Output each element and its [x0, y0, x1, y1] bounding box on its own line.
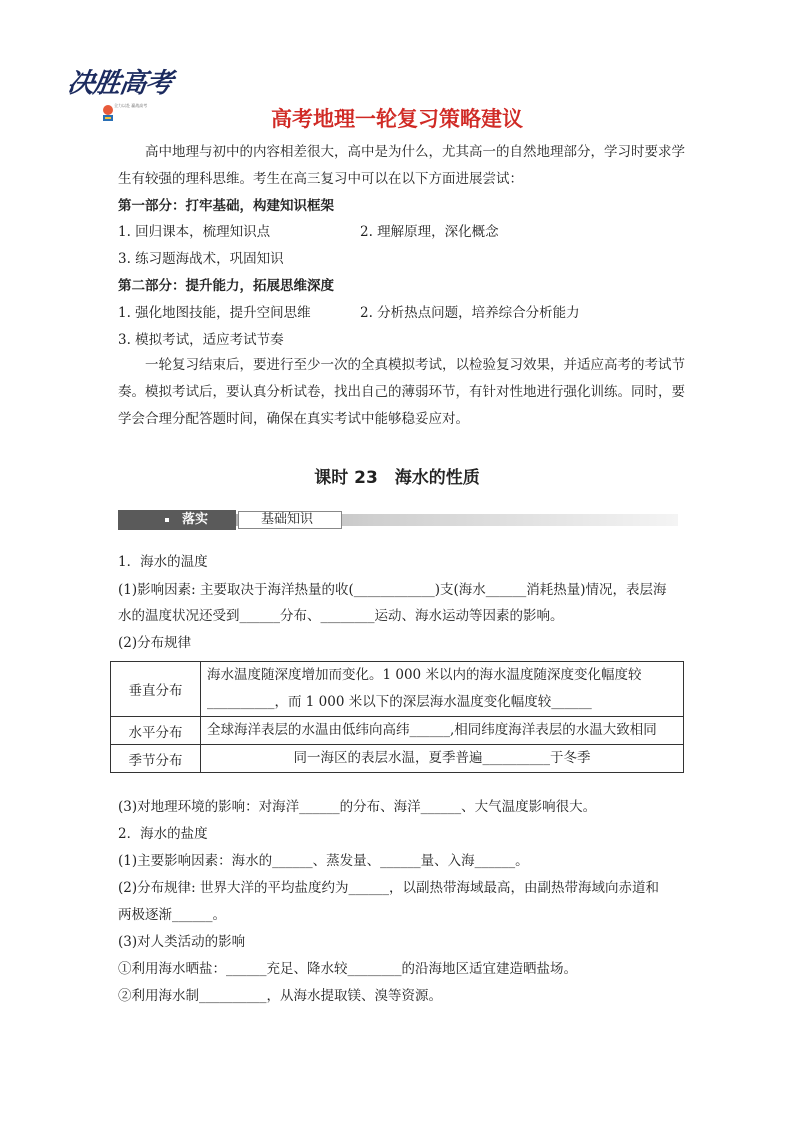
part1-item-2: 2. 理解原理，深化概念 — [360, 224, 499, 240]
table-cell — [201, 745, 684, 773]
banner-dark-label: 落实 — [182, 512, 209, 527]
intro-paragraph: 高中地理与初中的内容相差很大，高中是为什么，尤其高一的自然地理部分，学习时要求学生有较强的理科思维。考生在高三复习中可以在以下方面进展尝试： — [118, 144, 685, 187]
s1-line-1: (1)影响因素: 主要取决于海洋热量的收(____________)支(海水______消耗热量)情况，表层海 — [118, 582, 667, 598]
part1-item-3: 3. 练习题海战术，巩固知识 — [118, 251, 284, 267]
s2-line-3: 两极逐渐______。 — [118, 907, 226, 923]
temperature-distribution-table — [110, 661, 684, 773]
page-title: 高考地理一轮复习策略建议 — [271, 107, 523, 131]
part2-item-2: 2. 分析热点问题，培养综合分析能力 — [360, 305, 580, 321]
table-cell — [201, 717, 684, 745]
s1-line-3: (2)分布规律 — [118, 635, 192, 651]
section-banner — [118, 510, 678, 530]
table-cell-line: 海水温度随深度增加而变化。1 000 米以内的海水温度随深度变化幅度较 — [207, 667, 642, 683]
table-row — [111, 717, 684, 745]
closing-paragraph: 一轮复习结束后，要进行至少一次的全真模拟考试，以检验复习效果，并适应高考的考试节奏。模拟考试后，要认真分析试卷，找出自己的薄弱环节，有针对性地进行强化训练。同时，要学会合理分配答题时间，确保在真实考试中能够稳妥应对。 — [118, 357, 685, 427]
section-title: 课时 23 海水的性质 — [314, 468, 480, 488]
table-cell-line: 全球海洋表层的水温由低纬向高纬______,相同纬度海洋表层的水温大致相同 — [207, 722, 657, 738]
part1-item-1: 1. 回归课本，梳理知识点 — [118, 224, 271, 240]
logo-subtext: 全力以赴 赢战高考 — [114, 103, 148, 108]
s1-line-4: (3)对地理环境的影响：对海洋______的分布、海洋______、大气温度影响很大。 — [118, 799, 597, 815]
banner-light-label: 基础知识 — [238, 511, 342, 529]
table-cell-line: 同一海区的表层水温，夏季普遍__________于冬季 — [293, 750, 591, 766]
table-row — [111, 662, 684, 717]
s2-line-5: ①利用海水晒盐：______充足、降水较________的沿海地区适宜建造晒盐场。 — [118, 961, 577, 977]
s2-heading: 2．海水的盐度 — [118, 826, 208, 842]
s2-line-4: (3)对人类活动的影响 — [118, 934, 246, 950]
part1-heading: 第一部分：打牢基础，构建知识框架 — [118, 198, 334, 214]
s1-heading: 1．海水的温度 — [118, 554, 208, 570]
part2-heading: 第二部分：提升能力，拓展思维深度 — [118, 278, 334, 294]
table-row-head: 垂直分布 — [111, 662, 201, 717]
banner-dark-tab — [118, 510, 236, 530]
table-row-head: 季节分布 — [111, 745, 201, 773]
part2-item-3: 3. 模拟考试，适应考试节奏 — [118, 332, 284, 348]
s2-line-1: (1)主要影响因素：海水的______、蒸发量、______量、入海______。 — [118, 853, 529, 869]
s2-line-6: ②利用海水制__________，从海水提取镁、溴等资源。 — [118, 988, 442, 1004]
s2-line-2: (2)分布规律: 世界大洋的平均盐度约为______，以副热带海域最高，由副热带海域向赤道和 — [118, 880, 659, 896]
s1-line-2: 水的温度状况还受到______分布、________运动、海水运动等因素的影响。 — [118, 608, 564, 624]
table-cell — [201, 662, 684, 717]
logo-text: 决胜高考 — [65, 68, 174, 99]
square-bullet-icon — [165, 518, 169, 522]
table-row-head: 水平分布 — [111, 717, 201, 745]
part2-item-1: 1. 强化地图技能，提升空间思维 — [118, 305, 311, 321]
table-row — [111, 745, 684, 773]
table-cell-line: __________，而 1 000 米以下的深层海水温度变化幅度较______ — [207, 694, 592, 710]
